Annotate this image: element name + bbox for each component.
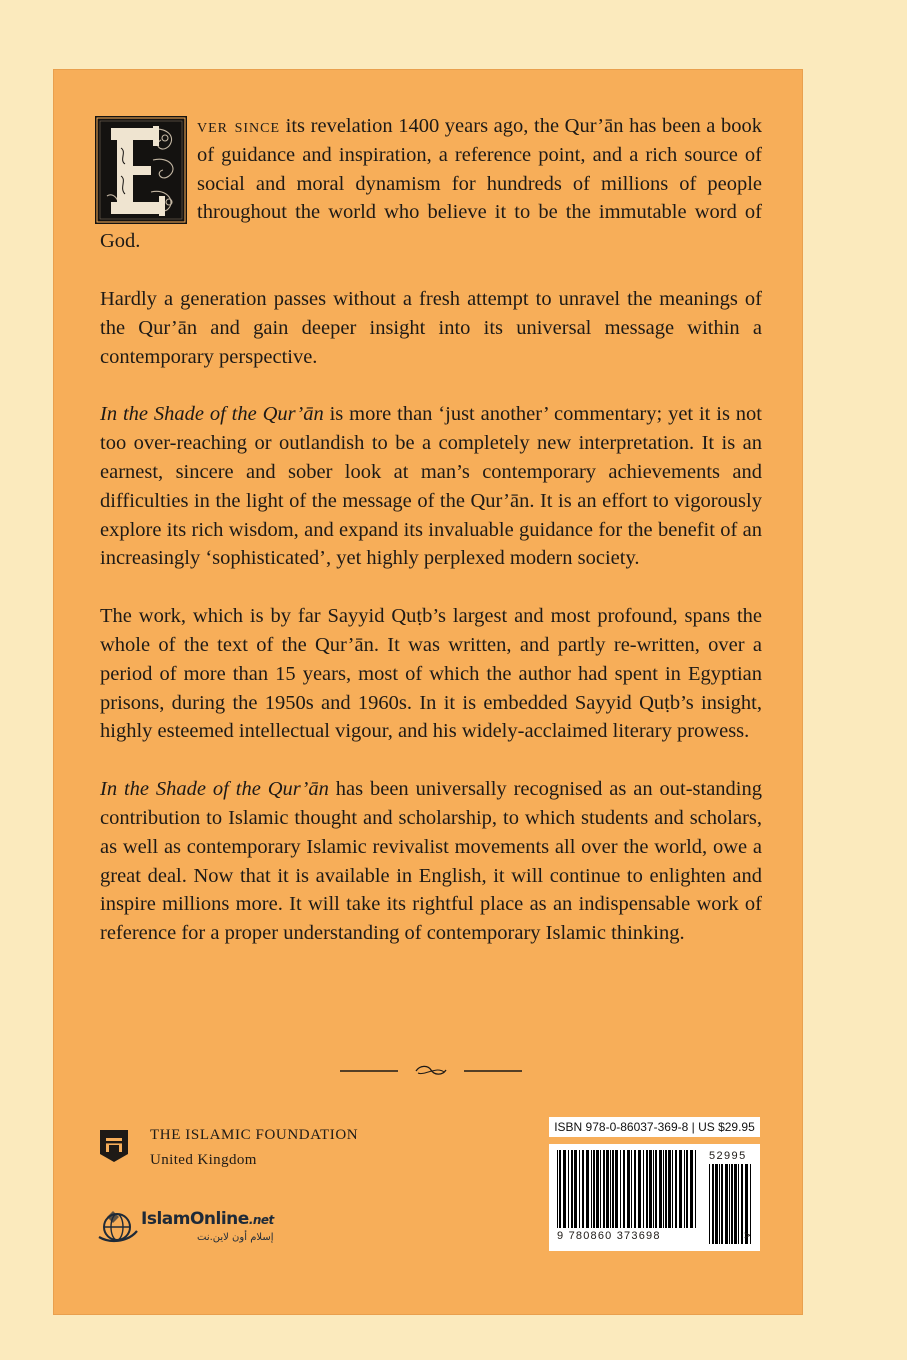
barcode-bar (655, 1150, 657, 1228)
barcode-bar (631, 1150, 632, 1228)
barcode-bar (638, 1150, 641, 1228)
paragraph-3 (100, 400, 762, 573)
barcode-bar (719, 1164, 720, 1244)
barcode-bar (684, 1150, 685, 1228)
barcode-bar (591, 1150, 592, 1228)
barcode-bar (586, 1150, 589, 1228)
barcode-bar (734, 1164, 737, 1244)
barcode-bar (668, 1150, 671, 1228)
barcode-bar (593, 1150, 595, 1228)
islamonline-name-main: IslamOnline (141, 1209, 249, 1229)
barcode-bar (634, 1150, 636, 1228)
barcode-bar (731, 1164, 733, 1244)
barcode-bar (659, 1150, 662, 1228)
barcode-bar (612, 1150, 614, 1228)
paragraph-1-lead: ver since (197, 115, 281, 137)
barcode-bar (582, 1150, 584, 1228)
blurb-text (100, 112, 762, 977)
barcode-bar (709, 1164, 710, 1244)
barcode-bar (623, 1150, 625, 1228)
divider-ornament-icon (340, 1062, 522, 1080)
barcode-bar (579, 1150, 580, 1228)
barcode-price-code: 52995 (709, 1150, 747, 1162)
barcode-bar (741, 1164, 743, 1244)
islamonline-name (141, 1209, 274, 1229)
islamonline-arabic: إسلام أون لاين.نت (197, 1232, 274, 1243)
paragraph-1 (100, 112, 762, 256)
barcode-bar (571, 1150, 573, 1228)
barcode-bar (568, 1150, 569, 1228)
book-title: In the Shade of the Qur’ān (100, 778, 329, 801)
barcode-bar (596, 1150, 599, 1228)
barcode-bar (653, 1150, 654, 1228)
isbn-price-label: ISBN 978-0-86037-369-8 | US $29.95 (549, 1117, 760, 1137)
barcode-bar (615, 1150, 618, 1228)
barcode-bar (610, 1150, 611, 1228)
paragraph-2: Hardly a generation passes without a fresh attempt to unravel the meanings of the Qur’ān and gain deeper insight into its universal message within a contemporary perspective. (100, 287, 762, 368)
barcode-bar (646, 1150, 648, 1228)
book-title: In the Shade of the Qur’ān (100, 403, 324, 426)
barcode-bar (600, 1150, 601, 1228)
publisher-name: THE ISLAMIC FOUNDATION (150, 1127, 359, 1143)
barcode-bar (627, 1150, 630, 1228)
paragraph-1-text: its revelation 1400 years ago, the Qur’ān has been a book of guidance and inspiration, a reference point, and a rich source of social and moral dynamism for hundreds of millions of people throughout the world who believe it to be the immutable word of God. (100, 115, 762, 253)
dropcap-ornament-icon (95, 116, 187, 224)
islamonline-name-suffix: .net (248, 1213, 274, 1227)
barcode-bar (725, 1164, 728, 1244)
barcode-bar (643, 1150, 644, 1228)
barcode-bar (563, 1150, 566, 1228)
barcode-bar (712, 1164, 714, 1244)
paragraph-5-text: has been universally recognised as an out-standing contribution to Islamic thought and scholarship, to which students and scholars, as well as contemporary Islamic revivalist movements all over the world, owe a great deal. Now that it is available in English, it will continue to enlighten and inspire millions more. It will take its rightful place as an indispensable work of reference for a proper understanding of contemporary Islamic thinking. (100, 778, 762, 945)
barcode-bar (620, 1150, 621, 1228)
barcode-digits: 9 780860 373698 (557, 1230, 661, 1242)
barcode-bar (603, 1150, 605, 1228)
barcode-bar (721, 1164, 723, 1244)
barcode-bar (695, 1150, 696, 1228)
barcode-bar (690, 1150, 693, 1228)
barcode-arrow: > (744, 1230, 751, 1242)
paragraph-3-text: is more than ‘just another’ commentary; yet it is not too over-reaching or outlandish to be a completely new interpretation. It is an earnest, sincere and sober look at man’s contemporary achievements and difficulties in the light of the message of the Qur’ān. It is an effort to vigorously explore its rich wisdom, and expand its invaluable guidance for the benefit of an increasingly ‘sophisticated’, yet highly perplexed modern society. (100, 403, 762, 570)
barcode-bar (738, 1164, 739, 1244)
barcode-bar (729, 1164, 730, 1244)
barcode-bar (675, 1150, 677, 1228)
barcode-bar (665, 1150, 667, 1228)
publisher-place: United Kingdom (150, 1152, 257, 1168)
barcode-bar (557, 1150, 558, 1228)
islamonline-logo (97, 1207, 307, 1249)
barcode-bar (663, 1150, 664, 1228)
barcode-bar (679, 1150, 682, 1228)
paragraph-4: The work, which is by far Sayyid Quṭb’s largest and most profound, spans the whole of the text of the Qur’ān. It was written, and partly re-written, over a period of more than 15 years, most of which the author had spent in Egyptian prisons, during the 1950s and 1960s. In it is embedded Sayyid Quṭb’s insight, highly esteemed intellectual vigour, and his widely-acclaimed literary prowess. (100, 605, 762, 743)
kaaba-icon (97, 1126, 131, 1164)
paragraph-5 (100, 775, 762, 948)
barcode-bar (715, 1164, 718, 1244)
barcode-bar (559, 1150, 561, 1228)
barcode-bar (606, 1150, 609, 1228)
barcode-bar (649, 1150, 652, 1228)
illuminated-dropcap (95, 116, 187, 224)
barcode-bar (672, 1150, 673, 1228)
barcode-bar (574, 1150, 577, 1228)
barcode-bar (686, 1150, 688, 1228)
barcode (549, 1144, 760, 1251)
globe-icon (97, 1207, 139, 1247)
